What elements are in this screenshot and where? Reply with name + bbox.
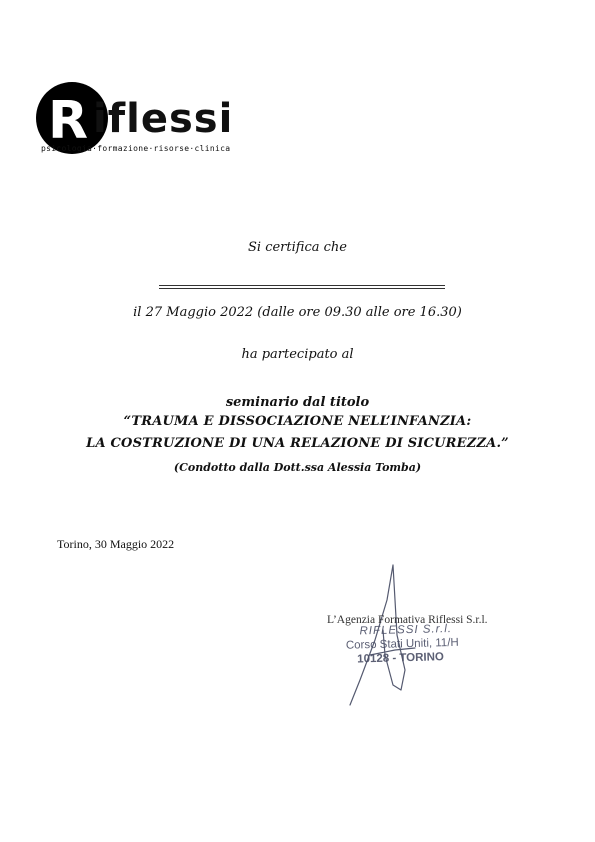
stamp-company: RIFLESSI S.r.l. — [359, 622, 453, 638]
participation-text: ha partecipato al — [241, 347, 354, 362]
logo-tagline: psicologia·formazione·risorse·clinica — [41, 144, 231, 153]
svg-text:iflessi: iflessi — [93, 96, 234, 142]
company-stamp — [342, 622, 483, 678]
seminar-title-line-2: LA COSTRUZIONE DI UNA RELAZIONE DI SICUREZZA.” — [86, 436, 509, 451]
stamp-city: 10128 - TORINO — [357, 651, 445, 666]
conducted-by: (Condotto dalla Dott.ssa Alessia Tomba) — [173, 461, 422, 474]
stamp-address: Corso Stati Uniti, 11/H — [345, 636, 459, 652]
agency-name: L’Agenzia Formativa Riflessi S.r.l. — [327, 614, 488, 626]
place-date: Torino, 30 Maggio 2022 — [57, 537, 175, 551]
name-line — [159, 285, 445, 289]
svg-text:R: R — [48, 91, 89, 151]
event-date: il 27 Maggio 2022 (dalle ore 09.30 alle ore 16.30) — [133, 305, 462, 320]
seminar-title-line-1: “TRAUMA E DISSOCIAZIONE NELL’INFANZIA: — [123, 414, 472, 429]
certify-intro: Si certifica che — [248, 240, 347, 255]
seminar-label: seminario dal titolo — [225, 395, 370, 410]
